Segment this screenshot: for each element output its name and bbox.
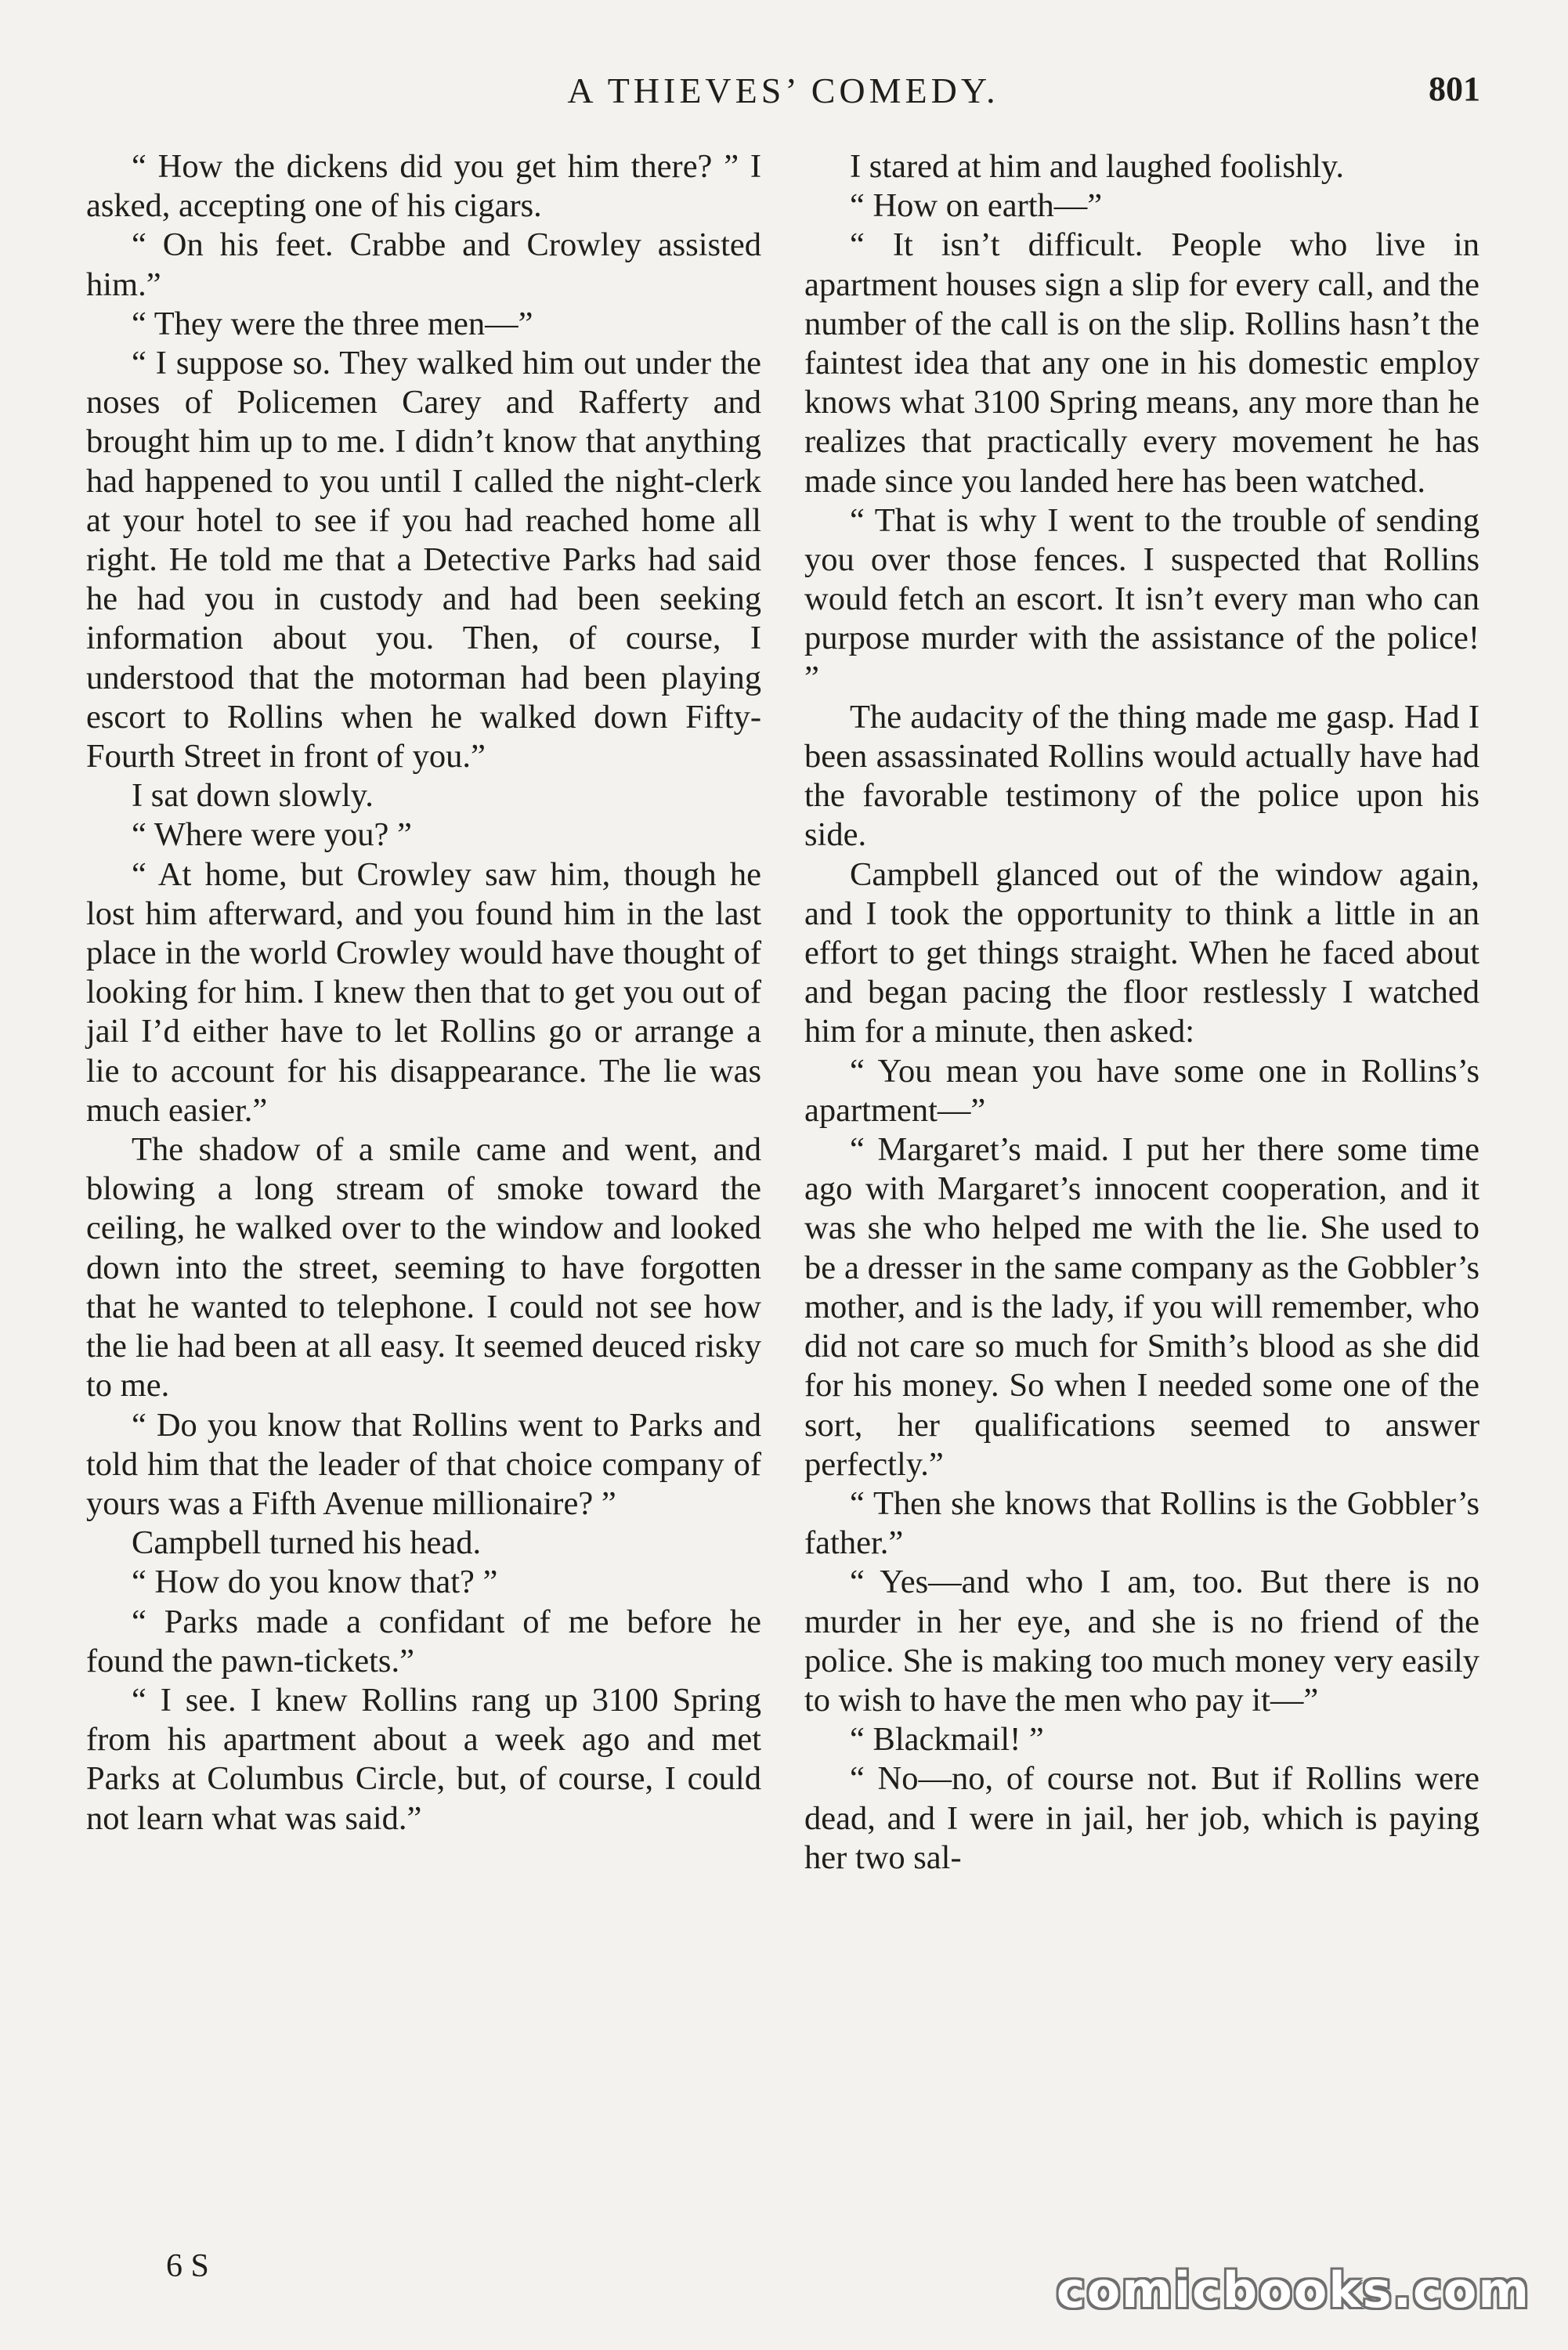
paragraph: I stared at him and laughed foolishly. (850, 148, 1345, 185)
page-number: 801 (1429, 70, 1480, 108)
paragraph: “ You mean you have some one in Rollins’s apartment—” (804, 1052, 1479, 1129)
paragraph: “ How on earth—” (850, 187, 1103, 225)
paragraph: “ Where were you? ” (132, 816, 412, 854)
paragraph: “ Yes—and who I am, too. But there is no murder in her eye, and she is no friend of the police. She is making too much money very easily to wish to have the men who pay it—” (804, 1564, 1479, 1719)
right-text-column (804, 147, 1479, 1878)
paragraph: “ They were the three men—” (132, 305, 533, 342)
paragraph: “ I suppose so. They walked him out under the noses of Policemen Carey and Rafferty and brought him up to me. I didn’t know that anything had happened to you until I called the night-clerk at your hotel to see if you had reached home all right. He told me that a Detective Parks had said he had you in custody and had been seeking information about you. Then, of course, I understood that the motorman had been playing escort to Rollins when he walked down Fifty-Fourth Street in front of you.” (86, 345, 761, 776)
paragraph: “ Blackmail! ” (850, 1721, 1044, 1759)
paragraph: “ I see. I knew Rollins rang up 3100 Spring from his apartment about a week ago and met Parks at Columbus Circle, but, of course, I could not learn what was said.” (86, 1681, 761, 1837)
paragraph: “ It isn’t difficult. People who live in apartment houses sign a slip for every call, and the number of the call is on the slip. Rollins hasn’t the faintest idea that any one in his domestic employ knows what 3100 Spring means, any more than he realizes that practically every movement he has made since you landed here has been watched. (804, 226, 1479, 500)
paragraph: The audacity of the thing made me gasp. Had I been assassinated Rollins would actually have had the favorable testimony of the police upon his side. (804, 698, 1479, 854)
paragraph: “ On his feet. Crabbe and Crowley assisted him.” (86, 226, 761, 303)
running-title: A THIEVES’ COMEDY. (567, 70, 999, 110)
left-text-column (86, 147, 761, 1838)
paragraph: Campbell turned his head. (132, 1524, 482, 1562)
paragraph: “ Parks made a confidant of me before he found the pawn-tickets.” (86, 1603, 761, 1679)
paragraph: “ How do you know that? ” (132, 1564, 498, 1601)
signature-mark: 6 S (166, 2248, 209, 2284)
paragraph: I sat down slowly. (132, 777, 374, 815)
paragraph: “ Do you know that Rollins went to Parks and told him that the leader of that choice company of yours was a Fifth Avenue millionaire? ” (86, 1406, 761, 1522)
paragraph: “ Margaret’s maid. I put her there some time ago with Margaret’s innocent cooperation, and it was she who helped me with the lie. She used to be a dresser in the same company as the Gobbler’s mother, and is the lady, if you will remember, who did not care so much for Smith’s blood as she did for his money. So when I needed some one of the sort, her qualifications seemed to answer perfectly.” (804, 1131, 1479, 1483)
paragraph: “ That is why I went to the trouble of sending you over those fences. I suspected that Rollins would fetch an escort. It isn’t every man who can purpose murder with the assistance of the police! ” (804, 501, 1479, 696)
watermark-logo: comicbooks.com (1056, 2261, 1530, 2319)
paragraph: “ How the dickens did you get him there? ” I asked, accepting one of his cigars. (86, 148, 761, 225)
paragraph: “ Then she knows that Rollins is the Gobbler’s father.” (804, 1484, 1479, 1562)
paragraph: Campbell glanced out of the window again, and I took the opportunity to think a little in an effort to get things straight. When he faced about and began pacing the floor restlessly I watched him for a minute, then asked: (804, 855, 1479, 1050)
paragraph: “ At home, but Crowley saw him, though he lost him afterward, and you found him in the last place in the world Crowley would have thought of looking for him. I knew then that to get you out of jail I’d either have to let Rollins go or arrange a lie to account for his disappearance. The lie was much easier.” (86, 855, 761, 1129)
paragraph: The shadow of a smile came and went, and blowing a long stream of smoke toward the ceiling, he walked over to the window and looked down into the street, seeming to have forgotten that he wanted to telephone. I could not see how the lie had been at all easy. It seemed deuced risky to me. (86, 1131, 761, 1405)
paragraph: “ No—no, of course not. But if Rollins were dead, and I were in jail, her job, which is paying her two sal- (804, 1760, 1479, 1876)
